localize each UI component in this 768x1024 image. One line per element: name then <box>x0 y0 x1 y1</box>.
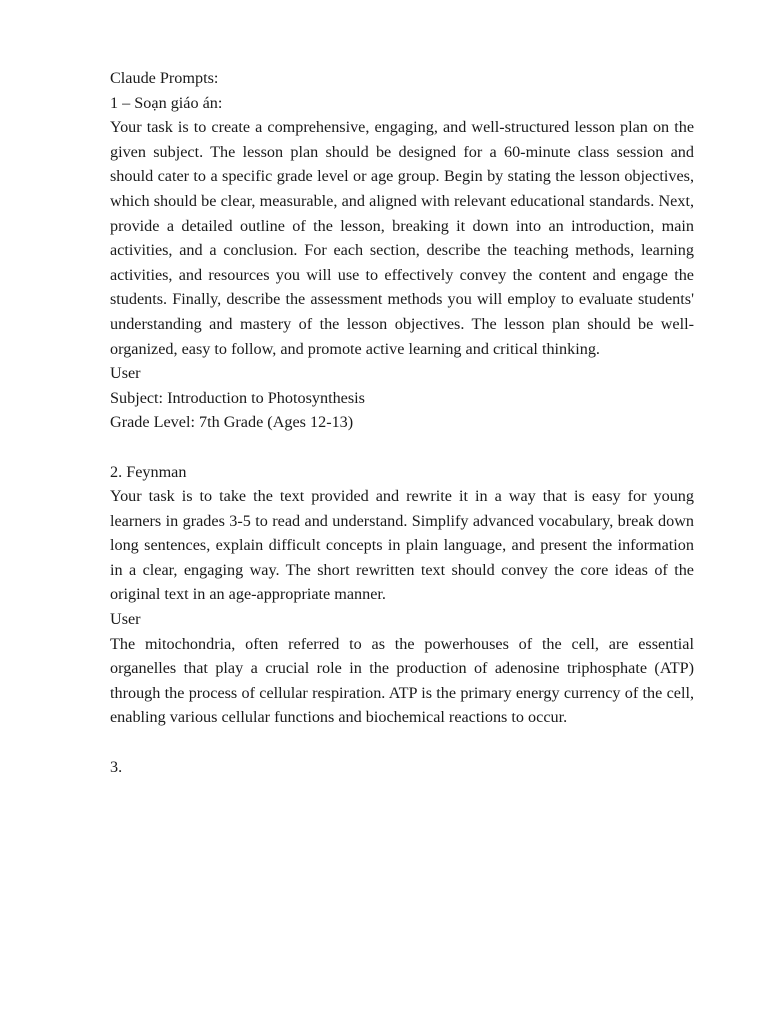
document-heading: Claude Prompts: <box>110 69 219 87</box>
section-2-user-label: User <box>110 610 141 629</box>
section-1-grade: Grade Level: 7th Grade (Ages 12-13) <box>110 413 354 432</box>
document-body <box>110 66 694 779</box>
blank-line <box>110 435 694 460</box>
section-1-title: 1 – Soạn giáo án: <box>110 93 223 112</box>
blank-line <box>110 730 694 755</box>
section-3-title: 3. <box>110 757 123 776</box>
section-1-prompt: Your task is to create a comprehensive, engaging, and well-structured lesson plan on the given subject. The lesson plan should be designed for a 60-minute class session and should cater to a specific grade level or age group. Begin by stating the lesson objectives, which should be clear, measurable, and aligned with relevant educational standards. Next, provide a detailed outline of the lesson, breaking it down into an introduction, main activities, and a conclusion. For each section, describe the teaching methods, learning activities, and resources you will use to effectively convey the content and engage the students. Finally, describe the assessment methods you will employ to evaluate students' understanding and mastery of the lesson objectives. The lesson plan should be well-organized, easy to follow, and promote active learning and critical thinking. <box>110 118 694 358</box>
section-1-user-label: User <box>110 364 141 383</box>
section-2-title: 2. Feynman <box>110 462 187 481</box>
section-2-prompt: Your task is to take the text provided and rewrite it in a way that is easy for young learners in grades 3-5 to read and understand. Simplify advanced vocabulary, break down long sentences, explain difficult concepts in plain language, and present the information in a clear, engaging way. The short rewritten text should convey the core ideas of the original text in an age-appropriate manner. <box>110 487 694 604</box>
section-2-user-text: The mitochondria, often referred to as the powerhouses of the cell, are essential organelles that play a crucial role in the production of adenosine triphosphate (ATP) through the process of cellular respiration. ATP is the primary energy currency of the cell, enabling various cellular functions and biochemical reactions to occur. <box>110 634 694 727</box>
section-1-subject: Subject: Introduction to Photosynthesis <box>110 388 365 407</box>
